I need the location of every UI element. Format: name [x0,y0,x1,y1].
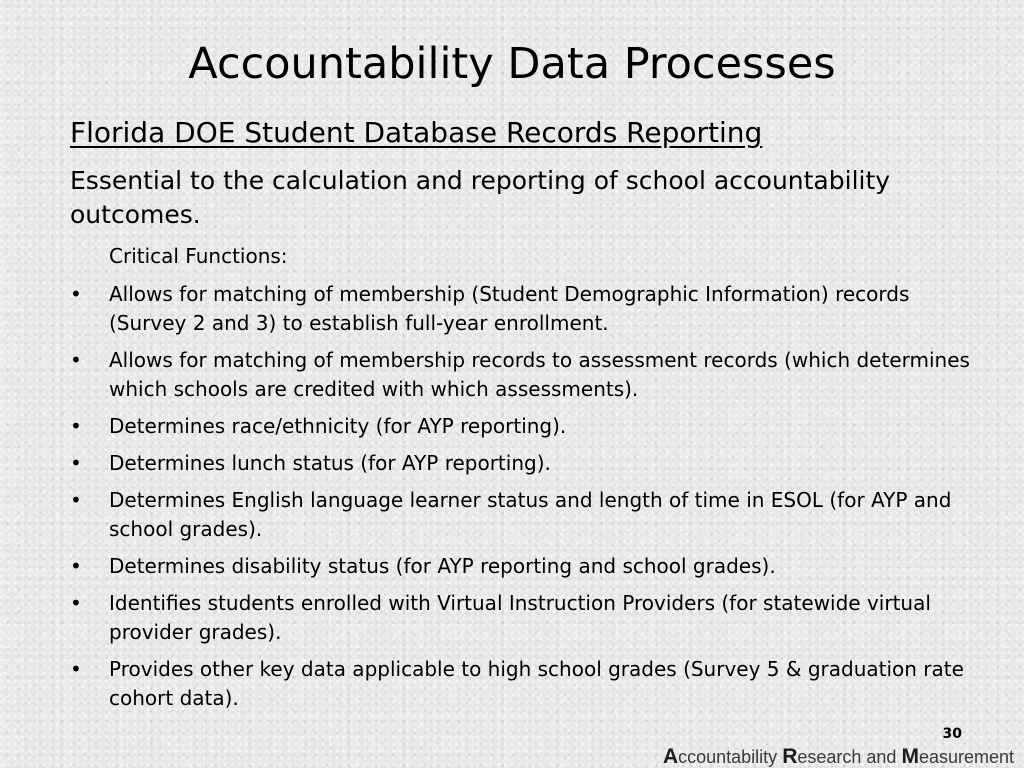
bullet-icon: • [70,657,82,681]
bullet-icon: • [70,591,82,615]
slide-subtitle: Florida DOE Student Database Records Reporting [70,116,763,149]
bullet-item [70,486,980,544]
bullet-icon: • [70,348,82,372]
bullet-icon: • [70,554,82,578]
bullet-item [70,346,980,404]
bullet-item [70,589,980,647]
footer-branding [663,746,1014,768]
footer-m-initial: M [901,745,919,768]
intro-text: Essential to the calculation and reporting of school accountability outcomes. [70,166,891,229]
bullet-text: Determines English language learner status and length of time in ESOL (for AYP and school grades). [109,488,952,541]
bullet-icon: • [70,414,82,438]
footer-r-initial: R [782,745,798,768]
bullet-text: Determines lunch status (for AYP reporting). [109,451,551,475]
bullet-icon: • [70,451,82,475]
page-number: 30 [942,726,962,742]
bullet-text: Allows for matching of membership records to assessment records (which determines which schools are credited with which assessments). [109,348,970,401]
bullet-text: Allows for matching of membership (Student Demographic Information) records (Survey 2 and 3) to establish full-year enrollment. [109,282,910,335]
footer-a-rest: ccountability [678,747,783,767]
bullet-text: Determines race/ethnicity (for AYP reporting). [109,414,567,438]
bullet-text: Identifies students enrolled with Virtual Instruction Providers (for statewide virtual provider grades). [109,591,931,644]
bullet-item [70,655,980,713]
bullet-text: Determines disability status (for AYP reporting and school grades). [109,554,776,578]
bullet-item [70,449,980,478]
bullet-icon: • [70,488,82,512]
bullet-icon: • [70,282,82,306]
critical-functions-list [70,280,980,721]
bullet-item [70,280,980,338]
slide-title: Accountability Data Processes [188,39,836,89]
footer-r-rest: esearch and [797,747,902,767]
footer-m-rest: easurement [918,747,1014,767]
critical-functions-label: Critical Functions: [109,244,288,268]
footer-a-initial: A [662,745,679,768]
bullet-text: Provides other key data applicable to high school grades (Survey 5 & graduation rate cohort data). [109,657,964,710]
bullet-item [70,412,980,441]
bullet-item [70,552,980,581]
